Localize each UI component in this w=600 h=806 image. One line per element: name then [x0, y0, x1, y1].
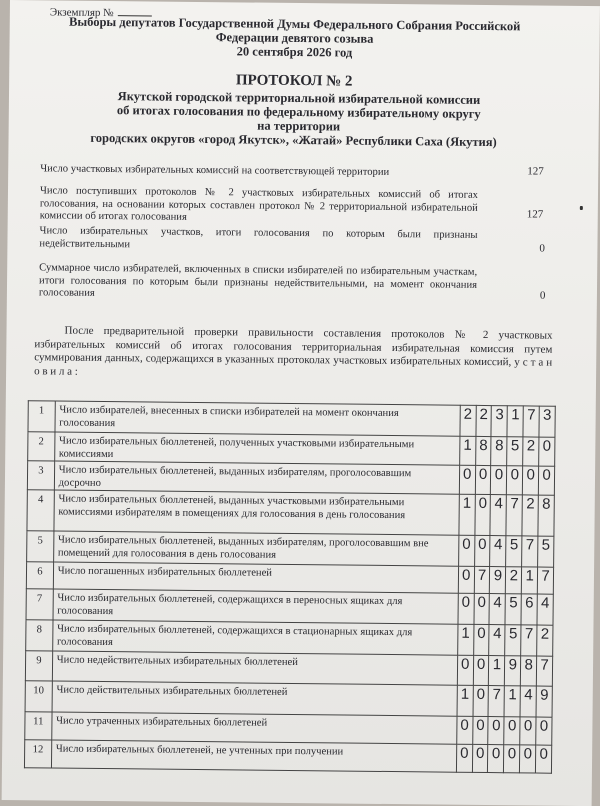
row-digit: 5	[506, 536, 522, 567]
protocol-subtitle	[64, 89, 534, 136]
row-number: 6	[26, 562, 53, 589]
row-digit: 0	[473, 624, 489, 655]
row-digit: 7	[522, 536, 538, 567]
row-label: Число избирательных бюллетеней, содержащихся в стационарных ящиках для голосования	[52, 620, 457, 655]
row-digit: 6	[521, 594, 537, 625]
info-value: 0	[539, 289, 546, 302]
row-digit: 0	[488, 745, 504, 773]
row-digit: 4	[490, 536, 506, 567]
row-label: Число избирательных бюллетеней, выданных избирателям, проголосовавшим вне помещений для голосования в день голосования	[53, 531, 458, 566]
row-digit: 2	[523, 437, 539, 466]
row-digit: 0	[457, 655, 473, 685]
info-value: 127	[526, 208, 544, 221]
row-digit: 0	[473, 655, 489, 685]
row-digit: 0	[458, 593, 474, 624]
row-digit: 9	[536, 686, 552, 717]
row-number: 11	[25, 712, 52, 740]
row-digit: 4	[489, 594, 505, 625]
row-digit: 0	[475, 465, 491, 494]
row-digit: 9	[490, 567, 506, 594]
row-digit: 7	[489, 686, 505, 717]
table-row	[24, 740, 551, 774]
row-number: 2	[28, 432, 55, 461]
row-digit: 0	[472, 716, 488, 744]
row-digit: 0	[504, 717, 520, 745]
row-digit: 0	[520, 717, 536, 745]
row-digit: 4	[537, 594, 553, 625]
row-label: Число избирательных бюллетеней, не учтенных при получении	[51, 740, 456, 772]
election-date: 20 сентября 2026 год	[236, 44, 353, 60]
row-digit: 0	[536, 745, 552, 773]
election-title-line2: Федерации девятого созыва	[215, 30, 374, 46]
row-number: 4	[27, 490, 54, 531]
row-label: Число утраченных избирательных бюллетеней	[51, 712, 456, 744]
row-digit: 4	[489, 625, 505, 656]
row-digit: 4	[490, 495, 506, 536]
row-digit: 0	[536, 717, 552, 745]
row-digit: 2	[460, 405, 476, 436]
row-digit: 3	[491, 406, 507, 437]
row-digit: 0	[456, 716, 472, 744]
row-label: Число недействительных избирательных бюллетеней	[52, 651, 457, 685]
row-number: 3	[27, 461, 54, 490]
row-digit: 1	[522, 567, 538, 594]
row-digit: 1	[457, 685, 473, 716]
row-label: Число погашенных избирательных бюллетеней	[53, 562, 458, 593]
info-item: Число избирательных участков, итоги голосования по которым были признаны недействительными	[39, 225, 478, 250]
row-digit: 1	[459, 494, 475, 535]
row-digit: 0	[472, 744, 488, 772]
document-sheet	[2, 0, 600, 806]
intro-established: у с т а н о в и л а :	[34, 356, 553, 378]
row-digit: 0	[474, 593, 490, 624]
row-digit: 8	[521, 656, 537, 686]
row-digit: 0	[473, 685, 489, 716]
intro-paragraph	[34, 324, 553, 383]
protocol-commission: Якутской городской территориальной избирательной комиссии	[117, 89, 481, 107]
row-digit: 0	[523, 466, 539, 495]
row-number: 9	[25, 651, 52, 681]
row-number: 5	[27, 531, 54, 562]
row-digit: 0	[520, 745, 536, 773]
row-digit: 2	[522, 495, 538, 536]
row-digit: 3	[539, 406, 555, 437]
row-digit: 5	[505, 625, 521, 656]
row-number: 1	[28, 401, 55, 432]
row-digit: 0	[538, 466, 554, 495]
table-row	[28, 432, 555, 467]
row-digit: 7	[523, 406, 539, 437]
table-row	[27, 490, 554, 537]
row-label: Число действительных избирательных бюллетеней	[52, 681, 457, 716]
info-item: Число поступивших протоколов № 2 участковых избирательных комиссий об итогах голосования, на основании которых составлен протокол № 2 территориальной избирательной комиссии об итогах голосования	[39, 185, 479, 223]
row-digit: 8	[538, 495, 554, 536]
row-number: 7	[26, 589, 53, 620]
row-label: Число избирательных бюллетеней, содержащихся в переносных ящиках для голосования	[53, 589, 458, 624]
row-digit: 5	[507, 437, 523, 466]
info-value: 0	[539, 242, 545, 255]
election-header	[29, 14, 559, 62]
row-number: 10	[25, 681, 52, 712]
row-digit: 2	[506, 567, 522, 594]
protocol-title: ПРОТОКОЛ № 2	[235, 72, 353, 90]
row-number: 8	[26, 620, 53, 651]
info-item: Число участковых избирательных комиссий на соответствующей территории	[40, 163, 390, 178]
row-digit: 0	[474, 535, 490, 566]
row-digit: 0	[491, 466, 507, 495]
pen-mark	[580, 206, 583, 210]
row-digit: 2	[537, 625, 553, 656]
row-digit: 7	[536, 656, 552, 686]
row-digit: 4	[520, 686, 536, 717]
row-digit: 0	[459, 465, 475, 494]
copy-number-label: Экземпляр №	[49, 6, 114, 20]
protocol-subject: об итогах голосования по федеральному избирательному округу	[116, 103, 481, 121]
protocol-territory: городских округов «город Якутск», «Жатай» Республики Саха (Якутия)	[90, 130, 497, 150]
row-digit: 1	[507, 406, 523, 437]
row-digit: 9	[505, 656, 521, 686]
row-label: Число избирательных бюллетеней, выданных избирателям, проголосовавшим досрочно	[54, 461, 459, 494]
row-digit: 5	[505, 594, 521, 625]
row-digit: 8	[491, 437, 507, 466]
row-digit: 7	[537, 567, 553, 594]
info-item: Суммарное число избирателей, включенных в списки избирателей по избирательным участкам, итоги голосования по которым были признаны недействительными, на момент окончания голосования	[38, 262, 478, 299]
row-digit: 5	[538, 536, 554, 567]
row-digit: 0	[507, 466, 523, 495]
row-number: 12	[24, 740, 51, 768]
row-digit: 0	[458, 535, 474, 566]
row-label: Число избирателей, внесенных в списки избирателей на момент окончания голосования	[55, 401, 460, 436]
results-table	[24, 400, 556, 774]
row-digit: 1	[504, 686, 520, 717]
row-digit: 7	[474, 566, 490, 593]
row-label: Число избирательных бюллетеней, полученных участковыми избирательными комиссиями	[54, 432, 459, 465]
row-digit: 8	[475, 436, 491, 465]
row-digit: 1	[489, 656, 505, 686]
info-value: 127	[527, 165, 544, 178]
row-digit: 1	[459, 436, 475, 465]
row-label: Число избирательных бюллетеней, выданных участковыми избирательными комиссиями избирателям в помещениях для голосования в день голосования	[54, 490, 459, 535]
protocol-territory-label: на территории	[257, 118, 341, 134]
election-title-line1: Выборы депутатов Государственной Думы Федерального Собрания Российской	[69, 14, 521, 34]
row-digit: 0	[475, 494, 491, 535]
row-digit: 2	[476, 405, 492, 436]
row-digit: 0	[488, 717, 504, 745]
row-digit: 7	[521, 625, 537, 656]
row-digit: 0	[539, 437, 555, 466]
row-digit: 0	[458, 566, 474, 593]
row-digit: 7	[506, 495, 522, 536]
row-digit: 0	[456, 744, 472, 772]
intro-text: После предварительной проверки правильности составления протоколов № 2 участковых избирательных комиссий об итогах голосования территориальная избирательная комиссия путем суммирования данных, содержащихся в указанных протоколах участковых избирательных комиссий,	[34, 324, 553, 369]
row-digit: 0	[504, 745, 520, 773]
row-digit: 1	[457, 624, 473, 655]
